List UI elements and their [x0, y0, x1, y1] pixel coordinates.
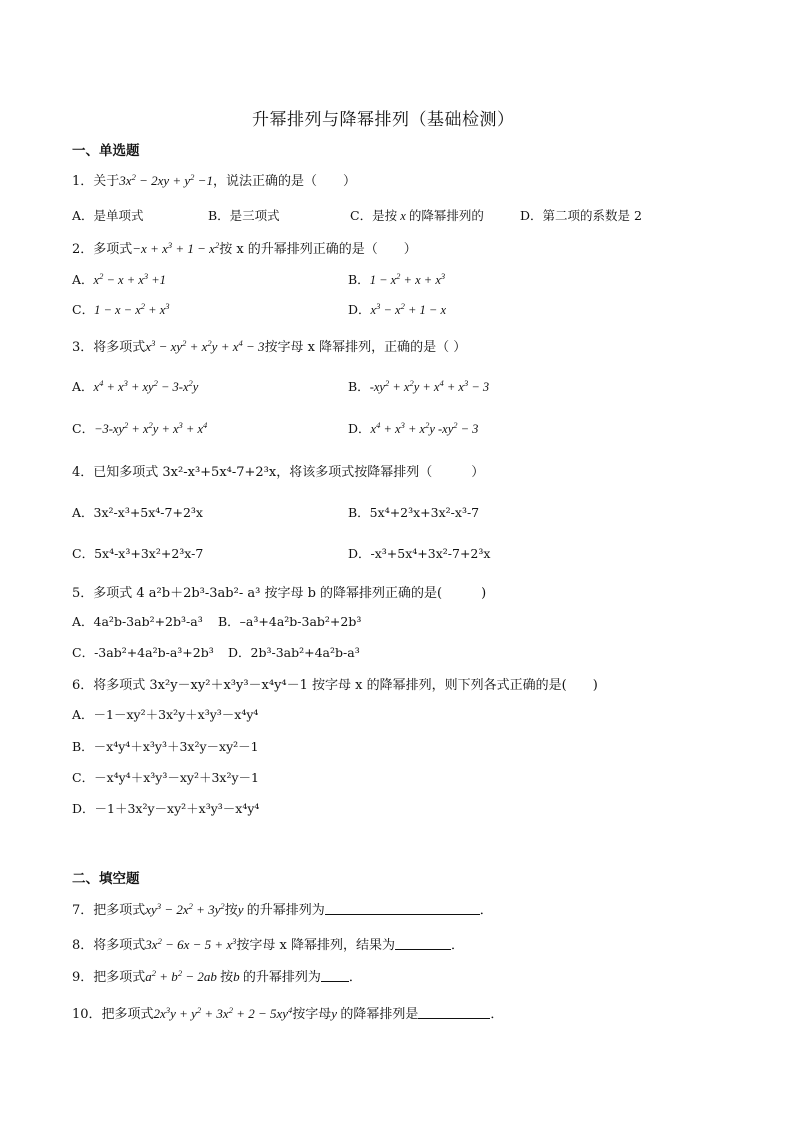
question-6: 6．将多项式 3x²y－xy²＋x³y³－x⁴y⁴－1 按字母 x 的降幂排列，则下列各式正确的是( ) [72, 678, 598, 693]
q10-answer-blank[interactable] [418, 1006, 490, 1019]
q2-option-a: A．$x^2 - x + x^3 +1$ [72, 271, 166, 287]
question-1: 1．关于$3x^2 - 2xy + y^2 -1$，说法正确的是（ ） [72, 172, 356, 189]
q2-expression: $-x + x^3 + 1 - x^2$ [132, 240, 220, 256]
q5-option-a: A．4a²b-3ab²+2b³-a³ [72, 614, 203, 629]
q5-option-b: B．–a³+4a²b-3ab²+2b³ [218, 614, 362, 629]
q9-answer-blank[interactable] [321, 969, 349, 982]
q2-option-d: D．$x^3 - x^2 + 1 - x$ [348, 301, 446, 317]
q6-option-b: B．－x⁴y⁴＋x³y³＋3x²y－xy²－1 [72, 739, 259, 754]
page-title: 升幂排列与降幂排列（基础检测） [252, 110, 515, 130]
q3-option-c: C．$-3-xy^2 + x^2y + x^3 + x^4$ [72, 420, 208, 436]
q1-expression: $3x^2 - 2xy + y^2 -1$ [119, 172, 213, 188]
q7-answer-blank[interactable] [325, 902, 480, 915]
section-heading-single-choice: 一、单选题 [72, 143, 140, 159]
q2-option-b: B．$1 - x^2 + x + x^3$ [348, 271, 446, 287]
question-9: 9．把多项式$a^2 + b^2 - 2ab$ 按b 的升幂排列为 ． [72, 968, 362, 985]
q1-option-d: D．第二项的系数是 2 [520, 208, 642, 223]
q8-answer-blank[interactable] [395, 937, 451, 950]
q6-option-d: D．－1＋3x²y－xy²＋x³y³－x⁴y⁴ [72, 801, 260, 816]
question-7: 7．把多项式$xy^3 - 2x^2 + 3y^2$按y 的升幂排列为 ． [72, 901, 493, 918]
question-2: 2．多项式$-x + x^3 + 1 - x^2$按 x 的升幂排列正确的是（ ） [72, 240, 417, 257]
q4-option-b: B．5x⁴+2³x+3x²-x³-7 [348, 505, 480, 520]
question-10: 10．把多项式$2x^3y + y^2 + 3x^2 + 2 - 5xy^4$按字母y 的降幂排列是 ． [72, 1005, 504, 1022]
question-5: 5．多项式 4 a²b＋2b³-3ab²- a³ 按字母 b 的降幂排列正确的是( ) [72, 586, 487, 601]
q5-option-c: C．-3ab²+4a²b-a³+2b³ [72, 645, 214, 660]
question-8: 8．将多项式$3x^2 - 6x - 5 + x^3$按字母 x 降幂排列，结果为 ． [72, 936, 465, 953]
q5-option-d: D．2b³-3ab²+4a²b-a³ [228, 645, 360, 660]
q4-option-c: C．5x⁴-x³+3x²+2³x-7 [72, 546, 204, 561]
q6-option-a: A．－1－xy²＋3x²y＋x³y³－x⁴y⁴ [72, 707, 259, 722]
q1-option-c: C．是按 x 的降幂排列的 [350, 208, 484, 223]
q3-option-b: B．$-xy^2 + x^2y + x^4 + x^3 - 3$ [348, 378, 490, 394]
question-3: 3．将多项式$x^3 - xy^2 + x^2y + x^4 - 3$按字母 x 降幂排列，正确的是（ ） [72, 338, 467, 355]
q3-expression: $x^3 - xy^2 + x^2y + x^4 - 3$ [145, 338, 265, 354]
q1-option-b: B．是三项式 [208, 208, 280, 223]
q4-option-a: A．3x²-x³+5x⁴-7+2³x [72, 505, 203, 520]
q3-option-a: A．$x^4 + x^3 + xy^2 - 3-x^2y$ [72, 378, 199, 394]
q2-option-c: C．$1 - x - x^2 + x^3$ [72, 301, 170, 317]
question-4: 4．已知多项式 3x²-x³+5x⁴-7+2³x，将该多项式按降幂排列（ ） [72, 465, 485, 480]
q1-option-a: A．是单项式 [72, 208, 144, 223]
q3-option-d: D．$x^4 + x^3 + x^2y$ $-xy^2 - 3$ [348, 420, 479, 436]
q6-option-c: C．－x⁴y⁴＋x³y³－xy²＋3x²y－1 [72, 770, 259, 785]
q4-option-d: D．-x³+5x⁴+3x²-7+2³x [348, 546, 491, 561]
section-heading-fill-blank: 二、填空题 [72, 871, 140, 887]
